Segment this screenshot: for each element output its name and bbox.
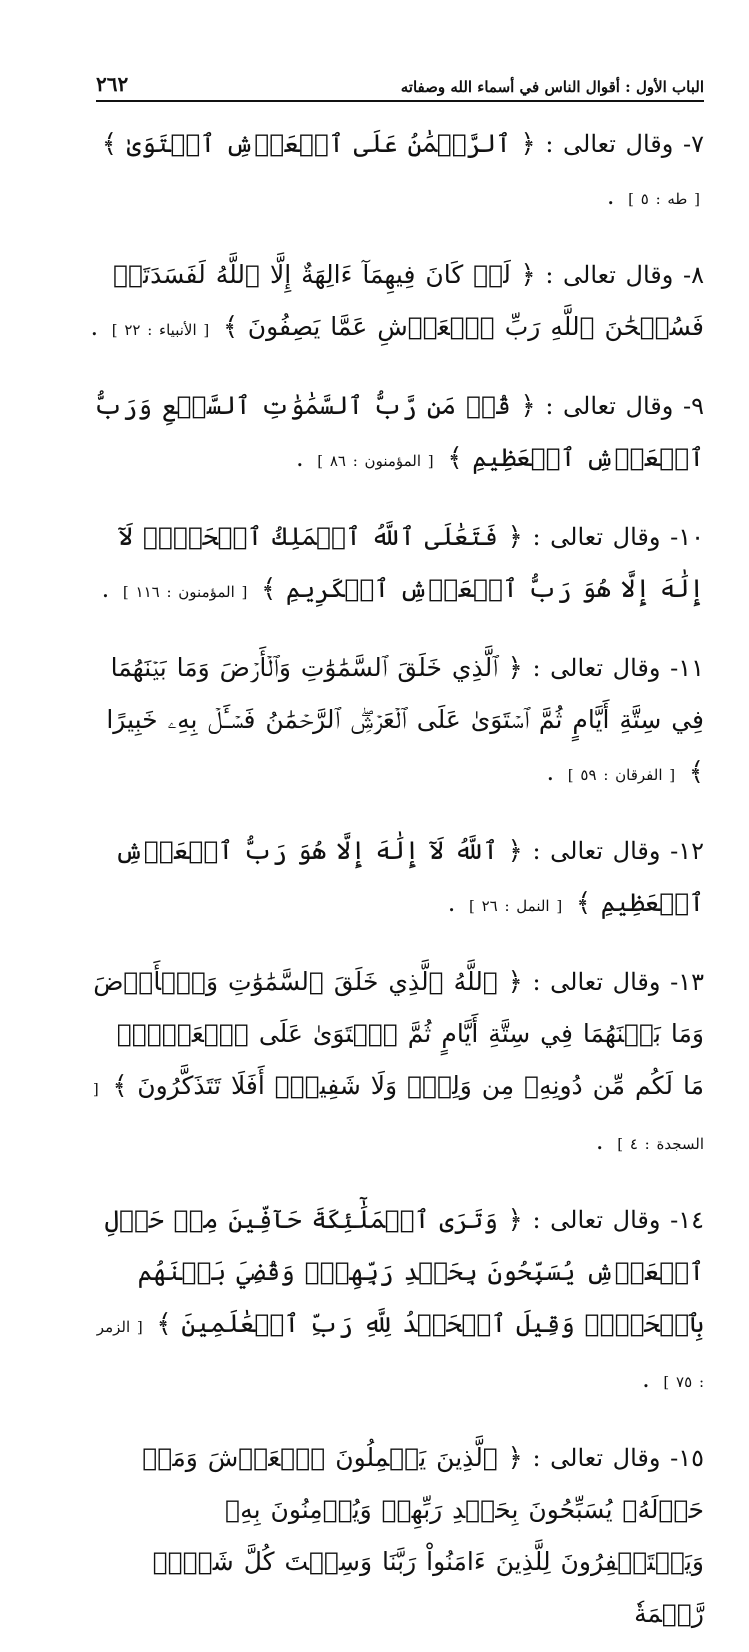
entry-label: ١٣- وقال تعالى : (532, 968, 704, 996)
quran-bracket-close: ﴾ (101, 129, 117, 159)
entry-label: ١٤- وقال تعالى : (532, 1206, 704, 1234)
verse-text: ٱللَّهُ لَآ إِلَٰهَ إِلَّا هُوَ رَبُّ ٱلۡعَرۡشِ ٱلۡعَظِيمِ (114, 836, 704, 917)
quran-bracket-open: ﴿ (507, 1443, 523, 1473)
verse-reference: [ الفرقان : ٥٩ ] (567, 766, 676, 784)
page-header (96, 70, 704, 102)
verse-text: لَوۡ كَانَ فِيهِمَآ ءَالِهَةٌ إِلَّا ٱللَّهُ لَفَسَدَتَاۚ فَسُبۡحَٰنَ ٱللَّهِ رَبِّ ٱلۡعَرۡشِ عَمَّا يَصِفُونَ (113, 260, 704, 341)
entry-label: ١٥- وقال تعالى : (532, 1444, 704, 1472)
quran-bracket-close: ﴾ (156, 1309, 172, 1339)
verse-list (88, 118, 704, 1652)
verse-entry (88, 118, 704, 225)
entry-label: ١١- وقال تعالى : (532, 654, 704, 682)
verse-entry (88, 642, 704, 801)
page-number: ٢٦٢ (96, 72, 129, 96)
quran-bracket-close: ﴾ (688, 757, 704, 787)
period: . (606, 182, 615, 210)
verse-entry (88, 1194, 704, 1408)
quran-bracket-open: ﴿ (520, 260, 536, 290)
verse-text: ٱلرَّحۡمَٰنُ عَلَى ٱلۡعَرۡشِ ٱسۡتَوَىٰ (126, 129, 511, 158)
verse-text: ٱلَّذِي خَلَقَ ٱلسَّمَٰوَٰتِ وَٱلۡأَرۡضَ وَمَا بَيۡنَهُمَا فِي سِتَّةِ أَيَّامٍ ثُمَّ ٱسۡتَوَىٰ عَلَى ٱلۡعَرۡشِۖ ٱلرَّحۡمَٰنُ فَسۡـَٔلۡ بِهِۦ خَبِيرًا (106, 653, 704, 734)
entry-label: ٨- وقال تعالى : (545, 261, 704, 289)
verse-text: وَتَرَى ٱلۡمَلَٰٓئِكَةَ حَآفِّينَ مِنۡ حَوۡلِ ٱلۡعَرۡشِ يُسَبِّحُونَ بِحَمۡدِ رَبِّهِمۡۖ وَقُضِيَ بَيۡنَهُم بِٱلۡحَقِّۚ وَقِيلَ ٱلۡحَمۡدُ لِلَّهِ رَبِّ ٱلۡعَٰلَمِينَ (104, 1205, 704, 1338)
quran-bracket-close: ﴾ (261, 574, 277, 604)
verse-entry (88, 1432, 704, 1640)
quran-bracket-open: ﴿ (520, 391, 536, 421)
quran-bracket-open: ﴿ (507, 1205, 523, 1235)
verse-text: فَتَعَٰلَى ٱللَّهُ ٱلۡمَلِكُ ٱلۡحَقُّۖ لَآ إِلَٰهَ إِلَّا هُوَ رَبُّ ٱلۡعَرۡشِ ٱلۡكَرِيمِ (118, 522, 704, 603)
verse-entry (88, 249, 704, 356)
entry-label: ١٠- وقال تعالى : (532, 523, 704, 551)
verse-text: ٱلَّذِينَ يَحۡمِلُونَ ٱلۡعَرۡشَ وَمَنۡ حَوۡلَهُۥ يُسَبِّحُونَ بِحَمۡدِ رَبِّهِمۡ وَيُؤۡمِنُونَ بِهِۦ وَيَسۡتَغۡفِرُونَ لِلَّذِينَ ءَامَنُواْ رَبَّنَا وَسِعۡتَ كُلَّ شَيۡءٖ رَّحۡمَةٗ (142, 1443, 704, 1628)
period: . (595, 1127, 604, 1155)
quran-bracket-open: ﴿ (507, 522, 523, 552)
period: . (447, 889, 456, 917)
verse-reference: [ المؤمنون : ١١٦ ] (122, 583, 248, 601)
verse-entry (88, 380, 704, 487)
entry-label: ٧- وقال تعالى : (545, 130, 704, 158)
quran-bracket-close: ﴾ (112, 1071, 128, 1101)
verse-reference: [ النمل : ٢٦ ] (468, 897, 563, 915)
verse-entry (88, 956, 704, 1170)
verse-reference: [ السجدة : ٤ ] (92, 1080, 704, 1153)
verse-text: قُلۡ مَن رَّبُّ ٱلسَّمَٰوَٰتِ ٱلسَّبۡعِ وَرَبُّ ٱلۡعَرۡشِ ٱلۡعَظِيمِ (93, 391, 704, 472)
verse-reference: [ طه : ٥ ] (628, 190, 700, 208)
period: . (101, 575, 110, 603)
verse-entry (88, 511, 704, 618)
quran-bracket-close: ﴾ (222, 312, 239, 342)
period: . (642, 1365, 650, 1393)
chapter-title: الباب الأول : أقوال الناس في أسماء الله وصفاته (400, 78, 704, 96)
entry-label: ٩- وقال تعالى : (545, 392, 704, 420)
quran-bracket-open: ﴿ (507, 836, 523, 866)
quran-bracket-open: ﴿ (507, 653, 523, 683)
verse-text: ٱللَّهُ ٱلَّذِي خَلَقَ ٱلسَّمَٰوَٰتِ وَٱلۡأَرۡضَ وَمَا بَيۡنَهُمَا فِي سِتَّةِ أَيَّامٍ ثُمَّ ٱسۡتَوَىٰ عَلَى ٱلۡعَرۡشِۖ مَا لَكُم مِّن دُونِهِۦ مِن وَلِيّٖ وَلَا شَفِيعٍۚ أَفَلَا تَتَذَكَّرُونَ (93, 967, 704, 1100)
verse-entry (88, 825, 704, 932)
quran-bracket-open: ﴿ (520, 129, 536, 159)
verse-reference: [ الزمر : ٧٥ ] (96, 1318, 704, 1391)
quran-bracket-open: ﴿ (507, 967, 523, 997)
quran-bracket-close: ﴾ (447, 443, 463, 473)
period: . (90, 313, 99, 341)
verse-reference: [ الأنبياء : ٢٢ ] (111, 321, 210, 339)
entry-label: ١٢- وقال تعالى : (532, 837, 704, 865)
verse-reference: [ المؤمنون : ٨٦ ] (317, 452, 434, 470)
quran-bracket-close: ﴾ (575, 888, 592, 918)
period: . (546, 758, 555, 786)
period: . (295, 444, 304, 472)
